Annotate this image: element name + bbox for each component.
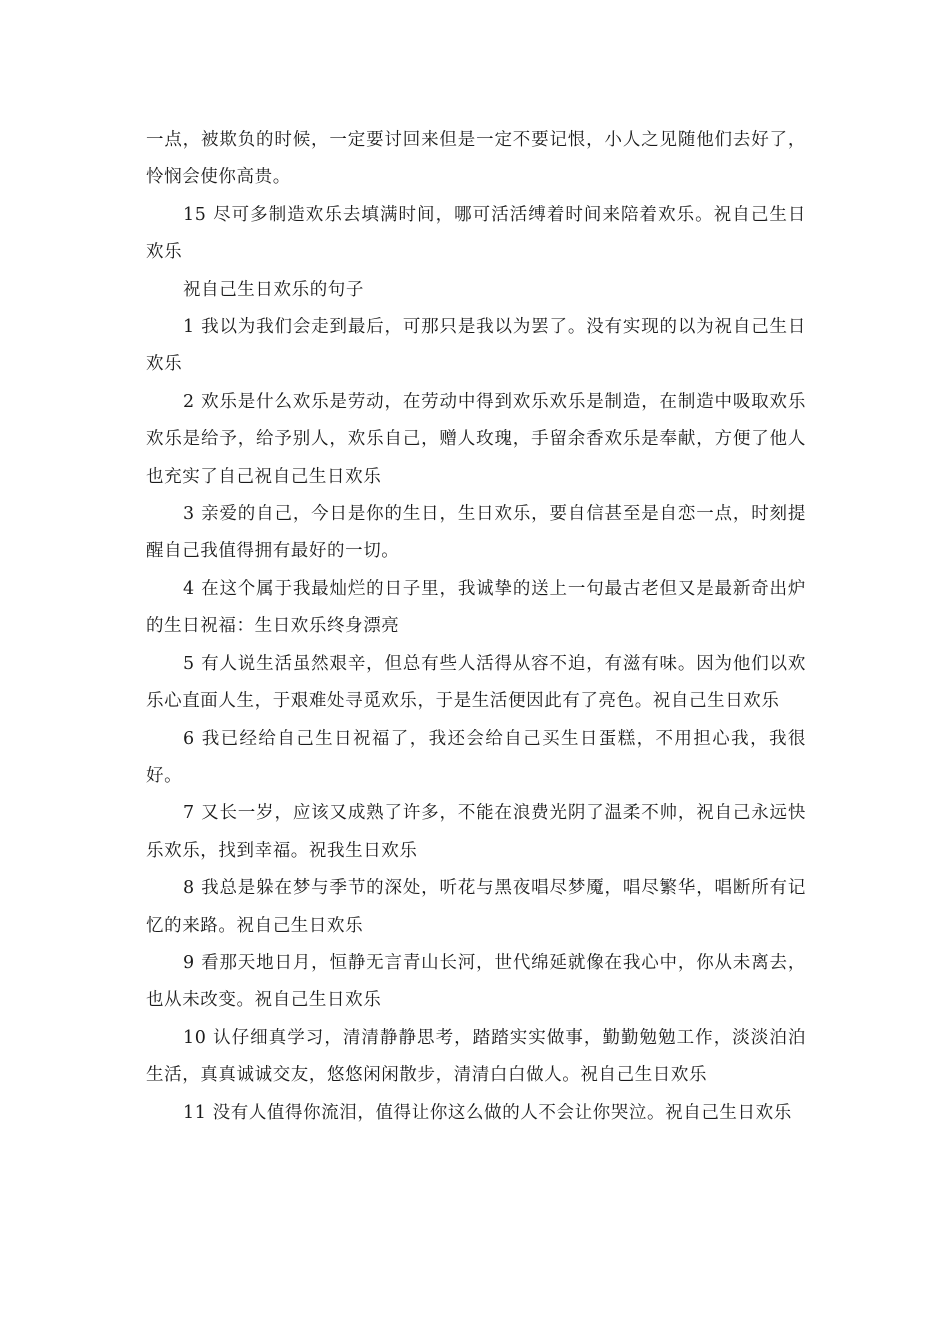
paragraph-item-4: 4 在这个属于我最灿烂的日子里，我诚挚的送上一句最古老但又是最新奇出炉的生日祝福：生日欢乐终身漂亮 [146,578,806,637]
document-body [146,122,806,1132]
paragraph-item-5: 5 有人说生活虽然艰辛，但总有些人活得从容不迫，有滋有味。因为他们以欢乐心直面人生，于艰难处寻觅欢乐，于是生活便因此有了亮色。祝自己生日欢乐 [146,653,806,712]
paragraph-item-9: 9 看那天地日月，恒静无言青山长河，世代绵延就像在我心中，你从未离去，也从未改变。祝自己生日欢乐 [146,952,806,1011]
paragraph-item-1: 1 我以为我们会走到最后，可那只是我以为罢了。没有实现的以为祝自己生日欢乐 [146,317,806,375]
paragraph-item-2: 2 欢乐是什么欢乐是劳动，在劳动中得到欢乐欢乐是制造，在制造中吸取欢乐欢乐是给予，给予别人，欢乐自己，赠人玫瑰，手留余香欢乐是奉献，方便了他人也充实了自己祝自己生日欢乐 [146,391,806,487]
paragraph-item-6: 6 我已经给自己生日祝福了，我还会给自己买生日蛋糕，不用担心我，我很好。 [146,728,806,786]
paragraph-item-8: 8 我总是躲在梦与季节的深处，听花与黑夜唱尽梦魇，唱尽繁华，唱断所有记忆的来路。祝自己生日欢乐 [146,878,806,936]
section-heading: 祝自己生日欢乐的句子 [183,279,364,300]
paragraph-item-15: 15 尽可多制造欢乐去填满时间，哪可活活缚着时间来陪着欢乐。祝自己生日欢乐 [146,204,806,263]
paragraph-item-11: 11 没有人值得你流泪，值得让你这么做的人不会让你哭泣。祝自己生日欢乐 [183,1102,792,1123]
paragraph-item-10: 10 认仔细真学习，清清静静思考，踏踏实实做事，勤勤勉勉工作，淡淡泊泊生活，真真诚诚交友，悠悠闲闲散步，清清白白做人。祝自己生日欢乐 [146,1027,806,1086]
paragraph-continuation: 一点，被欺负的时候，一定要讨回来但是一定不要记恨，小人之见随他们去好了，怜悯会使你高贵。 [146,130,806,188]
paragraph-item-3: 3 亲爱的自己，今日是你的生日，生日欢乐，要自信甚至是自恋一点，时刻提醒自己我值得拥有最好的一切。 [146,504,806,562]
paragraph-item-7: 7 又长一岁，应该又成熟了许多，不能在浪费光阴了温柔不帅，祝自己永远快乐欢乐，找到幸福。祝我生日欢乐 [146,803,806,861]
